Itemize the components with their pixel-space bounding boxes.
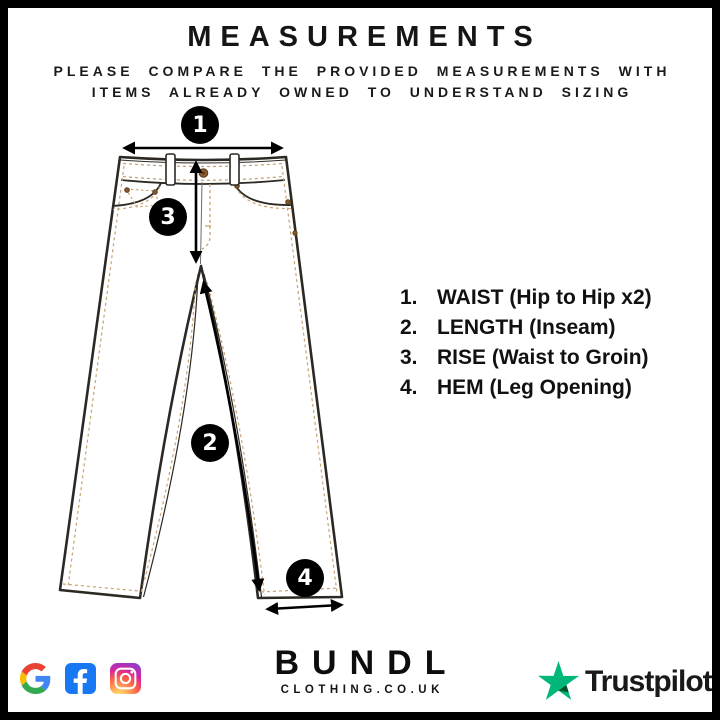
subtitle-line-1: PLEASE COMPARE THE PROVIDED MEASUREMENTS WITH <box>53 63 671 79</box>
jeans-diagram <box>40 110 360 630</box>
hem-arrow <box>269 605 340 609</box>
marker-length: 2 <box>191 424 229 462</box>
trustpilot-star-icon <box>538 660 579 705</box>
legend-item-rise: 3. RISE (Waist to Groin) <box>400 346 649 369</box>
brand-logo <box>262 644 459 696</box>
trustpilot-logo <box>538 659 712 705</box>
marker-waist: 1 <box>181 106 219 144</box>
header <box>8 8 712 103</box>
instagram-icon <box>110 663 141 694</box>
google-icon <box>20 663 51 694</box>
page-title: MEASUREMENTS <box>187 21 542 53</box>
social-icons <box>20 663 141 694</box>
brand-domain: CLOTHING.CO.UK <box>280 684 444 696</box>
marker-hem: 4 <box>286 559 324 597</box>
subtitle-line-2: ITEMS ALREADY OWNED TO UNDERSTAND SIZING <box>91 84 633 100</box>
legend-item-length: 2. LENGTH (Inseam) <box>400 316 616 339</box>
brand-name: BUNDL <box>274 644 459 682</box>
legend-item-hem: 4. HEM (Leg Opening) <box>400 376 632 399</box>
marker-rise: 3 <box>149 198 187 236</box>
jeans-drawing-icon <box>40 110 360 630</box>
measurement-legend <box>400 283 712 403</box>
trustpilot-wordmark: Trustpilot <box>585 665 712 698</box>
legend-item-waist: 1. WAIST (Hip to Hip x2) <box>400 286 652 309</box>
facebook-icon <box>65 663 96 694</box>
